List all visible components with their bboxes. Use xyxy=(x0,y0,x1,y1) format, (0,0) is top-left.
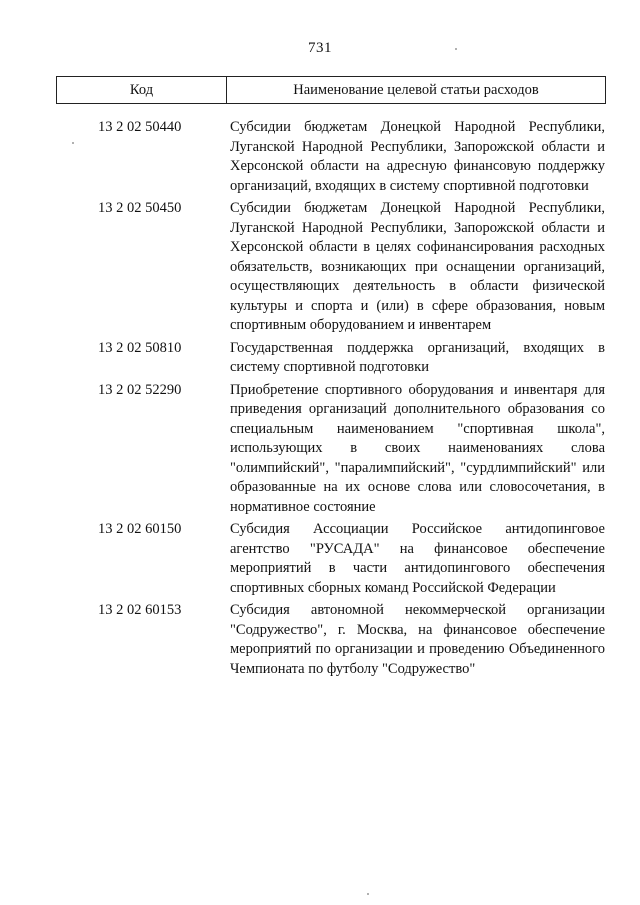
table-row xyxy=(0,199,640,336)
table-row xyxy=(0,520,640,598)
table-row xyxy=(0,381,640,518)
row-description: Приобретение спортивного оборудования и инвентаря для приведения организаций дополнительного образования со специальным наименованием "спортивная школа", использующих в своих наименованиях слова "олимпийский", "паралимпийский", "сурдлимпийский" или образованные на их основе слова или словосочетания, в нормативное состояние xyxy=(230,381,605,515)
row-description: Субсидии бюджетам Донецкой Народной Республики, Луганской Народной Республики, Запорожской области и Херсонской области на адресную финансовую поддержку организаций, входящих в систему спортивной подготовки xyxy=(230,119,605,194)
row-code: 13 2 02 60150 xyxy=(98,521,182,537)
scan-speck xyxy=(367,893,369,895)
table-row xyxy=(0,118,640,196)
header-code: Код xyxy=(57,77,227,103)
row-description: Субсидии бюджетам Донецкой Народной Республики, Луганской Народной Республики, Запорожской области и Херсонской области в целях софинансирования расходных обязательств, возникающих при оснащении организаций, осуществляющих деятельность в области физической культуры и спорта и (или) в сфере образования, новым спортивным оборудованием и инвентарем xyxy=(230,200,605,333)
row-description: Государственная поддержка организаций, входящих в систему спортивной подготовки xyxy=(230,339,605,375)
page-number: 731 xyxy=(308,40,332,56)
table-body xyxy=(0,118,640,682)
row-description: Субсидия Ассоциации Российское антидопинговое агентство "РУСАДА" на финансовое обеспечение мероприятий в части антидопингового обеспечения спортивных сборных команд Российской Федерации xyxy=(230,521,605,596)
scan-speck xyxy=(72,142,74,144)
row-code: 13 2 02 50810 xyxy=(98,339,182,356)
row-code: 13 2 02 50440 xyxy=(98,119,182,135)
row-code: 13 2 02 52290 xyxy=(98,381,182,398)
row-code: 13 2 02 60153 xyxy=(98,602,182,618)
table-header xyxy=(56,76,606,104)
table-row xyxy=(0,601,640,679)
header-name: Наименование целевой статьи расходов xyxy=(293,81,539,98)
row-code: 13 2 02 50450 xyxy=(98,200,182,216)
scan-speck xyxy=(455,48,457,50)
table-row xyxy=(0,339,640,378)
row-description: Субсидия автономной некоммерческой организации "Содружество", г. Москва, на финансовое обеспечение мероприятий по организации и проведению Объединенного Чемпионата по футболу "Содружество" xyxy=(230,602,605,677)
